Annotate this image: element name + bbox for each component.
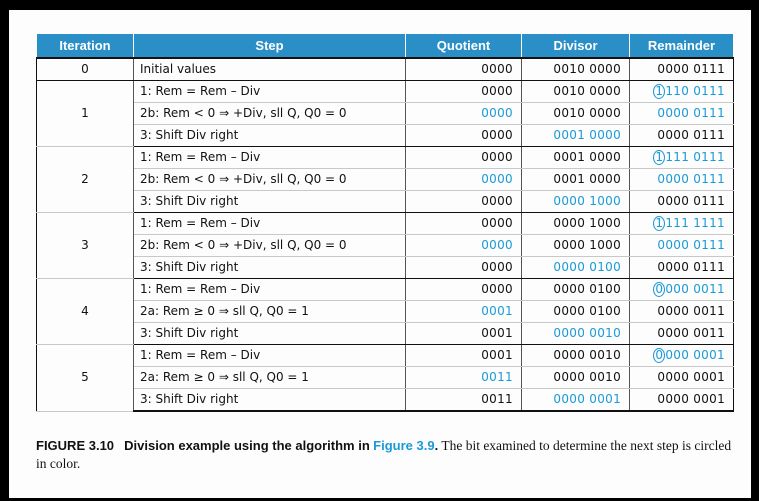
divisor-cell: 0000 0010 — [522, 323, 630, 345]
remainder-cell — [630, 147, 734, 169]
remainder-value: 000 0001 — [665, 348, 725, 362]
table-row — [37, 323, 734, 345]
step-cell: 1: Rem = Rem – Div — [134, 147, 406, 169]
remainder-cell — [630, 58, 734, 81]
remainder-cell — [630, 367, 734, 389]
circled-bit: 1 — [655, 216, 664, 230]
table-row — [37, 213, 734, 235]
divisor-cell: 0000 0010 — [522, 345, 630, 367]
remainder-value: 0000 0011 — [657, 304, 725, 318]
header-iteration: Iteration — [37, 34, 134, 59]
quotient-cell: 0001 — [406, 323, 522, 345]
remainder-cell — [630, 323, 734, 345]
quotient-cell: 0000 — [406, 147, 522, 169]
remainder-cell — [630, 389, 734, 412]
remainder-value: 0000 0111 — [657, 106, 725, 120]
step-cell: 3: Shift Div right — [134, 257, 406, 279]
table-row — [37, 301, 734, 323]
iteration-cell: 1 — [37, 81, 134, 147]
remainder-value: 0000 0111 — [657, 172, 725, 186]
divisor-cell: 0000 1000 — [522, 213, 630, 235]
header-quotient: Quotient — [406, 34, 522, 59]
table-row — [37, 279, 734, 301]
caption-figure-link[interactable]: Figure 3.9 — [373, 438, 435, 453]
quotient-cell: 0000 — [406, 235, 522, 257]
iteration-cell: 3 — [37, 213, 134, 279]
quotient-cell: 0011 — [406, 367, 522, 389]
remainder-cell — [630, 301, 734, 323]
quotient-cell: 0001 — [406, 301, 522, 323]
caption-title: Division example using the algorithm in — [124, 438, 370, 453]
caption-text: The bit examined to determine the next step is circled in color. — [36, 438, 732, 471]
step-cell: 3: Shift Div right — [134, 191, 406, 213]
table-row — [37, 367, 734, 389]
remainder-cell — [630, 235, 734, 257]
remainder-value: 0000 0111 — [657, 128, 725, 142]
divisor-cell: 0001 0000 — [522, 169, 630, 191]
quotient-cell: 0000 — [406, 125, 522, 147]
division-table — [36, 33, 734, 412]
quotient-cell: 0000 — [406, 191, 522, 213]
remainder-value: 111 1111 — [665, 216, 725, 230]
remainder-cell — [630, 169, 734, 191]
divisor-cell: 0000 0100 — [522, 257, 630, 279]
remainder-value: 0000 0001 — [657, 392, 725, 406]
step-cell: 2b: Rem < 0 ⇒ +Div, sll Q, Q0 = 0 — [134, 103, 406, 125]
divisor-cell: 0010 0000 — [522, 81, 630, 103]
iteration-cell: 5 — [37, 345, 134, 412]
quotient-cell: 0000 — [406, 81, 522, 103]
divisor-cell: 0000 0010 — [522, 367, 630, 389]
table-header-row — [37, 34, 734, 59]
divisor-cell: 0000 1000 — [522, 235, 630, 257]
divisor-cell: 0001 0000 — [522, 147, 630, 169]
remainder-cell — [630, 279, 734, 301]
iteration-cell: 2 — [37, 147, 134, 213]
circled-bit: 0 — [655, 282, 664, 296]
header-step: Step — [134, 34, 406, 59]
step-cell: 2a: Rem ≥ 0 ⇒ sll Q, Q0 = 1 — [134, 367, 406, 389]
remainder-cell — [630, 257, 734, 279]
divisor-cell: 0000 0001 — [522, 389, 630, 412]
step-cell: 3: Shift Div right — [134, 389, 406, 412]
table-row — [37, 235, 734, 257]
step-cell: 1: Rem = Rem – Div — [134, 345, 406, 367]
quotient-cell: 0000 — [406, 58, 522, 81]
remainder-value: 0000 0011 — [657, 326, 725, 340]
circled-bit: 0 — [655, 348, 664, 362]
remainder-value: 110 0111 — [665, 84, 725, 98]
remainder-cell — [630, 103, 734, 125]
quotient-cell: 0000 — [406, 257, 522, 279]
remainder-cell — [630, 191, 734, 213]
figure-caption — [36, 437, 736, 473]
divisor-cell: 0000 1000 — [522, 191, 630, 213]
divisor-cell: 0000 0100 — [522, 279, 630, 301]
quotient-cell: 0000 — [406, 103, 522, 125]
step-cell: 1: Rem = Rem – Div — [134, 81, 406, 103]
table-row — [37, 345, 734, 367]
remainder-cell — [630, 345, 734, 367]
step-cell: 1: Rem = Rem – Div — [134, 213, 406, 235]
table-row — [37, 81, 734, 103]
table-row — [37, 103, 734, 125]
step-cell: 3: Shift Div right — [134, 323, 406, 345]
remainder-value: 0000 0111 — [657, 62, 725, 76]
divisor-cell: 0010 0000 — [522, 103, 630, 125]
remainder-cell — [630, 125, 734, 147]
table-row — [37, 125, 734, 147]
iteration-cell: 0 — [37, 58, 134, 81]
caption-label: FIGURE 3.10 — [36, 438, 115, 453]
figure-page — [9, 10, 751, 498]
divisor-cell: 0010 0000 — [522, 58, 630, 81]
divisor-cell: 0000 0100 — [522, 301, 630, 323]
quotient-cell: 0001 — [406, 345, 522, 367]
step-cell: 2b: Rem < 0 ⇒ +Div, sll Q, Q0 = 0 — [134, 169, 406, 191]
step-cell: 3: Shift Div right — [134, 125, 406, 147]
circled-bit: 1 — [655, 150, 664, 164]
remainder-cell — [630, 213, 734, 235]
remainder-cell — [630, 81, 734, 103]
divisor-cell: 0001 0000 — [522, 125, 630, 147]
remainder-value: 0000 0111 — [657, 194, 725, 208]
remainder-value: 111 0111 — [665, 150, 725, 164]
caption-title-end: . — [434, 438, 439, 453]
iteration-cell: 4 — [37, 279, 134, 345]
remainder-value: 000 0011 — [665, 282, 725, 296]
table-row — [37, 191, 734, 213]
table-row — [37, 58, 734, 81]
table-row — [37, 389, 734, 412]
header-remainder: Remainder — [630, 34, 734, 59]
remainder-value: 0000 0111 — [657, 238, 725, 252]
remainder-value: 0000 0111 — [657, 260, 725, 274]
table-row — [37, 169, 734, 191]
step-cell: 1: Rem = Rem – Div — [134, 279, 406, 301]
remainder-value: 0000 0001 — [657, 370, 725, 384]
quotient-cell: 0000 — [406, 279, 522, 301]
quotient-cell: 0011 — [406, 389, 522, 412]
circled-bit: 1 — [655, 84, 664, 98]
step-cell: Initial values — [134, 58, 406, 81]
step-cell: 2a: Rem ≥ 0 ⇒ sll Q, Q0 = 1 — [134, 301, 406, 323]
table-row — [37, 147, 734, 169]
step-cell: 2b: Rem < 0 ⇒ +Div, sll Q, Q0 = 0 — [134, 235, 406, 257]
quotient-cell: 0000 — [406, 169, 522, 191]
header-divisor: Divisor — [522, 34, 630, 59]
quotient-cell: 0000 — [406, 213, 522, 235]
table-row — [37, 257, 734, 279]
